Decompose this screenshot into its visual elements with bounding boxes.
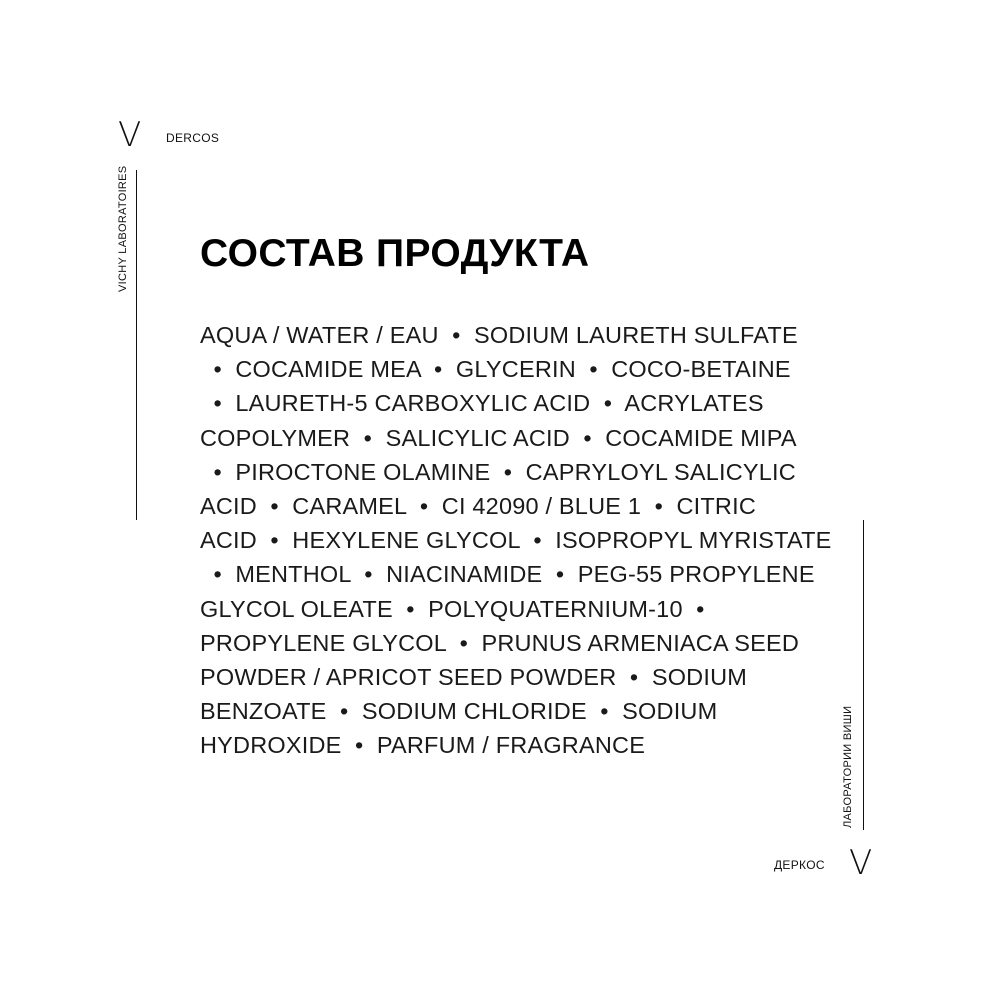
ingredients-line: BENZOATE • SODIUM CHLORIDE • SODIUM [200,698,718,725]
ingredients-line: • COCAMIDE MEA • GLYCERIN • COCO-BETAINE [200,356,791,383]
vertical-brand-label-right: ЛАБОРАТОРИИ ВИШИ [842,705,854,828]
brand-name-bottom: ДЕРКОС [774,858,825,872]
vertical-brand-label-left: VICHY LABORATOIRES [117,165,129,292]
right-divider-line [863,520,864,830]
ingredients-line: • LAURETH-5 CARBOXYLIC ACID • ACRYLATES [200,390,764,417]
ingredients-line: GLYCOL OLEATE • POLYQUATERNIUM-10 • [200,595,705,622]
ingredients-line: COPOLYMER • SALICYLIC ACID • COCAMIDE MIPA [200,424,797,451]
ingredients-line: ACID • HEXYLENE GLYCOL • ISOPROPYL MYRISTATE [200,527,832,554]
ingredients-line: ACID • CARAMEL • CI 42090 / BLUE 1 • CITRIC [200,493,756,520]
ingredients-line: HYDROXIDE • PARFUM / FRAGRANCE [200,732,646,759]
page-title: СОСТАВ ПРОДУКТА [200,232,590,275]
brand-name-top: DERCOS [166,131,220,145]
ingredients-line: AQUA / WATER / EAU • SODIUM LAURETH SULFATE [200,322,798,348]
ingredients-list [200,318,840,763]
ingredients-line: • PIROCTONE OLAMINE • CAPRYLOYL SALICYLIC [200,458,796,485]
vichy-logo-top: V [118,115,142,155]
left-divider-line [136,170,137,520]
ingredients-line: PROPYLENE GLYCOL • PRUNUS ARMENIACA SEED [200,629,800,656]
ingredients-line: POWDER / APRICOT SEED POWDER • SODIUM [200,664,748,691]
vichy-logo-bottom: V [849,843,873,883]
ingredients-line: • MENTHOL • NIACINAMIDE • PEG-55 PROPYLENE [200,561,815,588]
